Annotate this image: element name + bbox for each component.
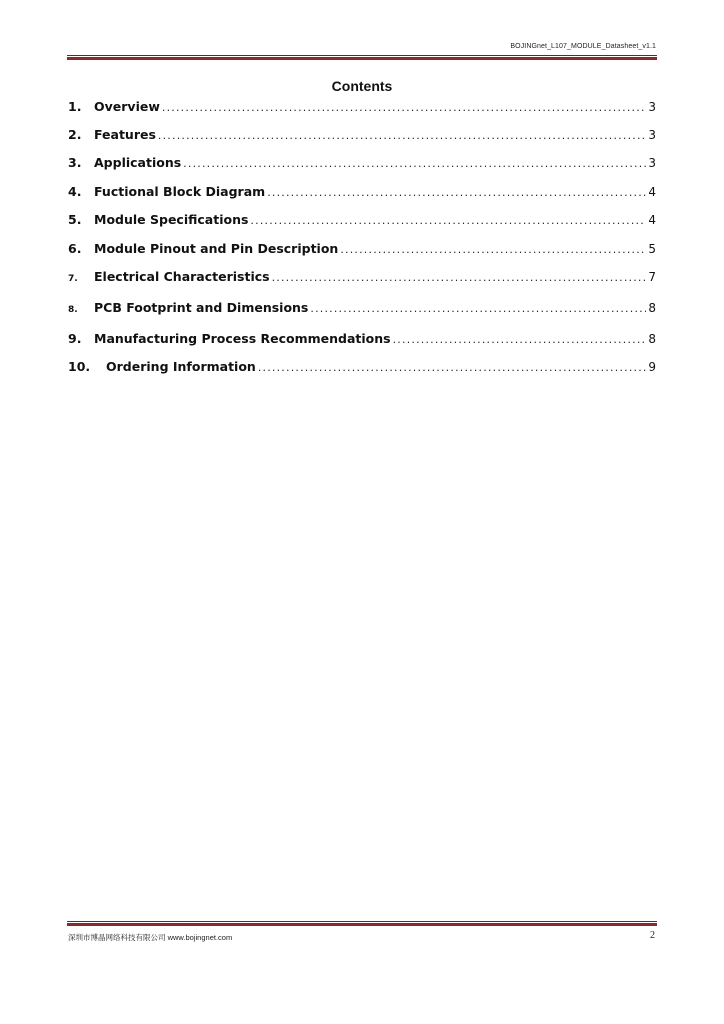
toc-entry-number: 2. — [68, 127, 82, 142]
header-rule — [67, 55, 657, 60]
header-doc-id: BOJINGnet_L107_MODULE_Datasheet_v1.1 — [510, 43, 656, 50]
toc-entry-ordering[interactable] — [68, 359, 656, 375]
toc-entry-number: 3. — [68, 155, 82, 170]
toc-entry-label: Overview — [94, 99, 160, 114]
toc-entry-overview[interactable] — [68, 99, 656, 115]
toc-entry-block-diagram[interactable] — [68, 184, 656, 200]
toc-entry-page: 4 — [648, 213, 656, 227]
toc-entry-pcb-footprint[interactable] — [68, 300, 656, 316]
toc-entry-label: Ordering Information — [106, 359, 256, 374]
toc-entry-label: PCB Footprint and Dimensions — [94, 300, 309, 315]
toc-entry-page: 5 — [648, 242, 656, 256]
toc-entry-page: 8 — [648, 332, 656, 346]
toc-leader-dots — [393, 333, 647, 346]
toc-entry-number: 7. — [68, 274, 78, 284]
toc-entry-number: 10. — [68, 359, 91, 374]
toc-entry-label: Manufacturing Process Recommendations — [94, 331, 391, 346]
toc-entry-label: Electrical Characteristics — [94, 269, 270, 284]
toc-entry-electrical[interactable] — [68, 269, 656, 285]
page-number: 2 — [650, 930, 655, 941]
toc-entry-label: Module Specifications — [94, 212, 249, 227]
toc-entry-number: 1. — [68, 99, 82, 114]
toc-entry-number: 6. — [68, 241, 82, 256]
toc-entry-page: 3 — [648, 128, 656, 142]
toc-entry-pinout[interactable] — [68, 241, 656, 257]
toc-leader-dots — [258, 361, 647, 374]
toc-leader-dots — [267, 186, 646, 199]
toc-leader-dots — [183, 157, 646, 170]
footer-rule — [67, 921, 657, 926]
toc-entry-page: 3 — [648, 100, 656, 114]
toc-entry-number: 9. — [68, 331, 82, 346]
toc-leader-dots — [158, 129, 646, 142]
toc-entry-number: 8. — [68, 305, 78, 315]
toc-entry-number: 4. — [68, 184, 82, 199]
toc-entry-label: Fuctional Block Diagram — [94, 184, 266, 199]
toc-entry-manufacturing[interactable] — [68, 331, 656, 347]
toc-leader-dots — [272, 271, 647, 284]
toc-entry-label: Features — [94, 127, 156, 142]
toc-entry-module-specifications[interactable] — [68, 212, 656, 228]
toc-leader-dots — [340, 243, 646, 256]
toc-entry-page: 8 — [648, 301, 656, 315]
toc-title: Contents — [331, 78, 393, 94]
footer-company: 深圳市博晶网络科技有限公司 www.bojingnet.com — [68, 933, 233, 942]
toc-leader-dots — [162, 101, 646, 114]
toc-leader-dots — [310, 302, 646, 315]
toc-entry-applications[interactable] — [68, 155, 656, 171]
toc-entry-features[interactable] — [68, 127, 656, 143]
toc-entry-page: 9 — [648, 360, 656, 374]
toc-entry-label: Module Pinout and Pin Description — [94, 241, 339, 256]
toc-entry-label: Applications — [94, 155, 182, 170]
toc-entry-page: 7 — [648, 270, 656, 284]
toc-entry-page: 4 — [648, 185, 656, 199]
toc-leader-dots — [250, 214, 646, 227]
toc-entry-number: 5. — [68, 212, 82, 227]
toc-entry-page: 3 — [648, 156, 656, 170]
